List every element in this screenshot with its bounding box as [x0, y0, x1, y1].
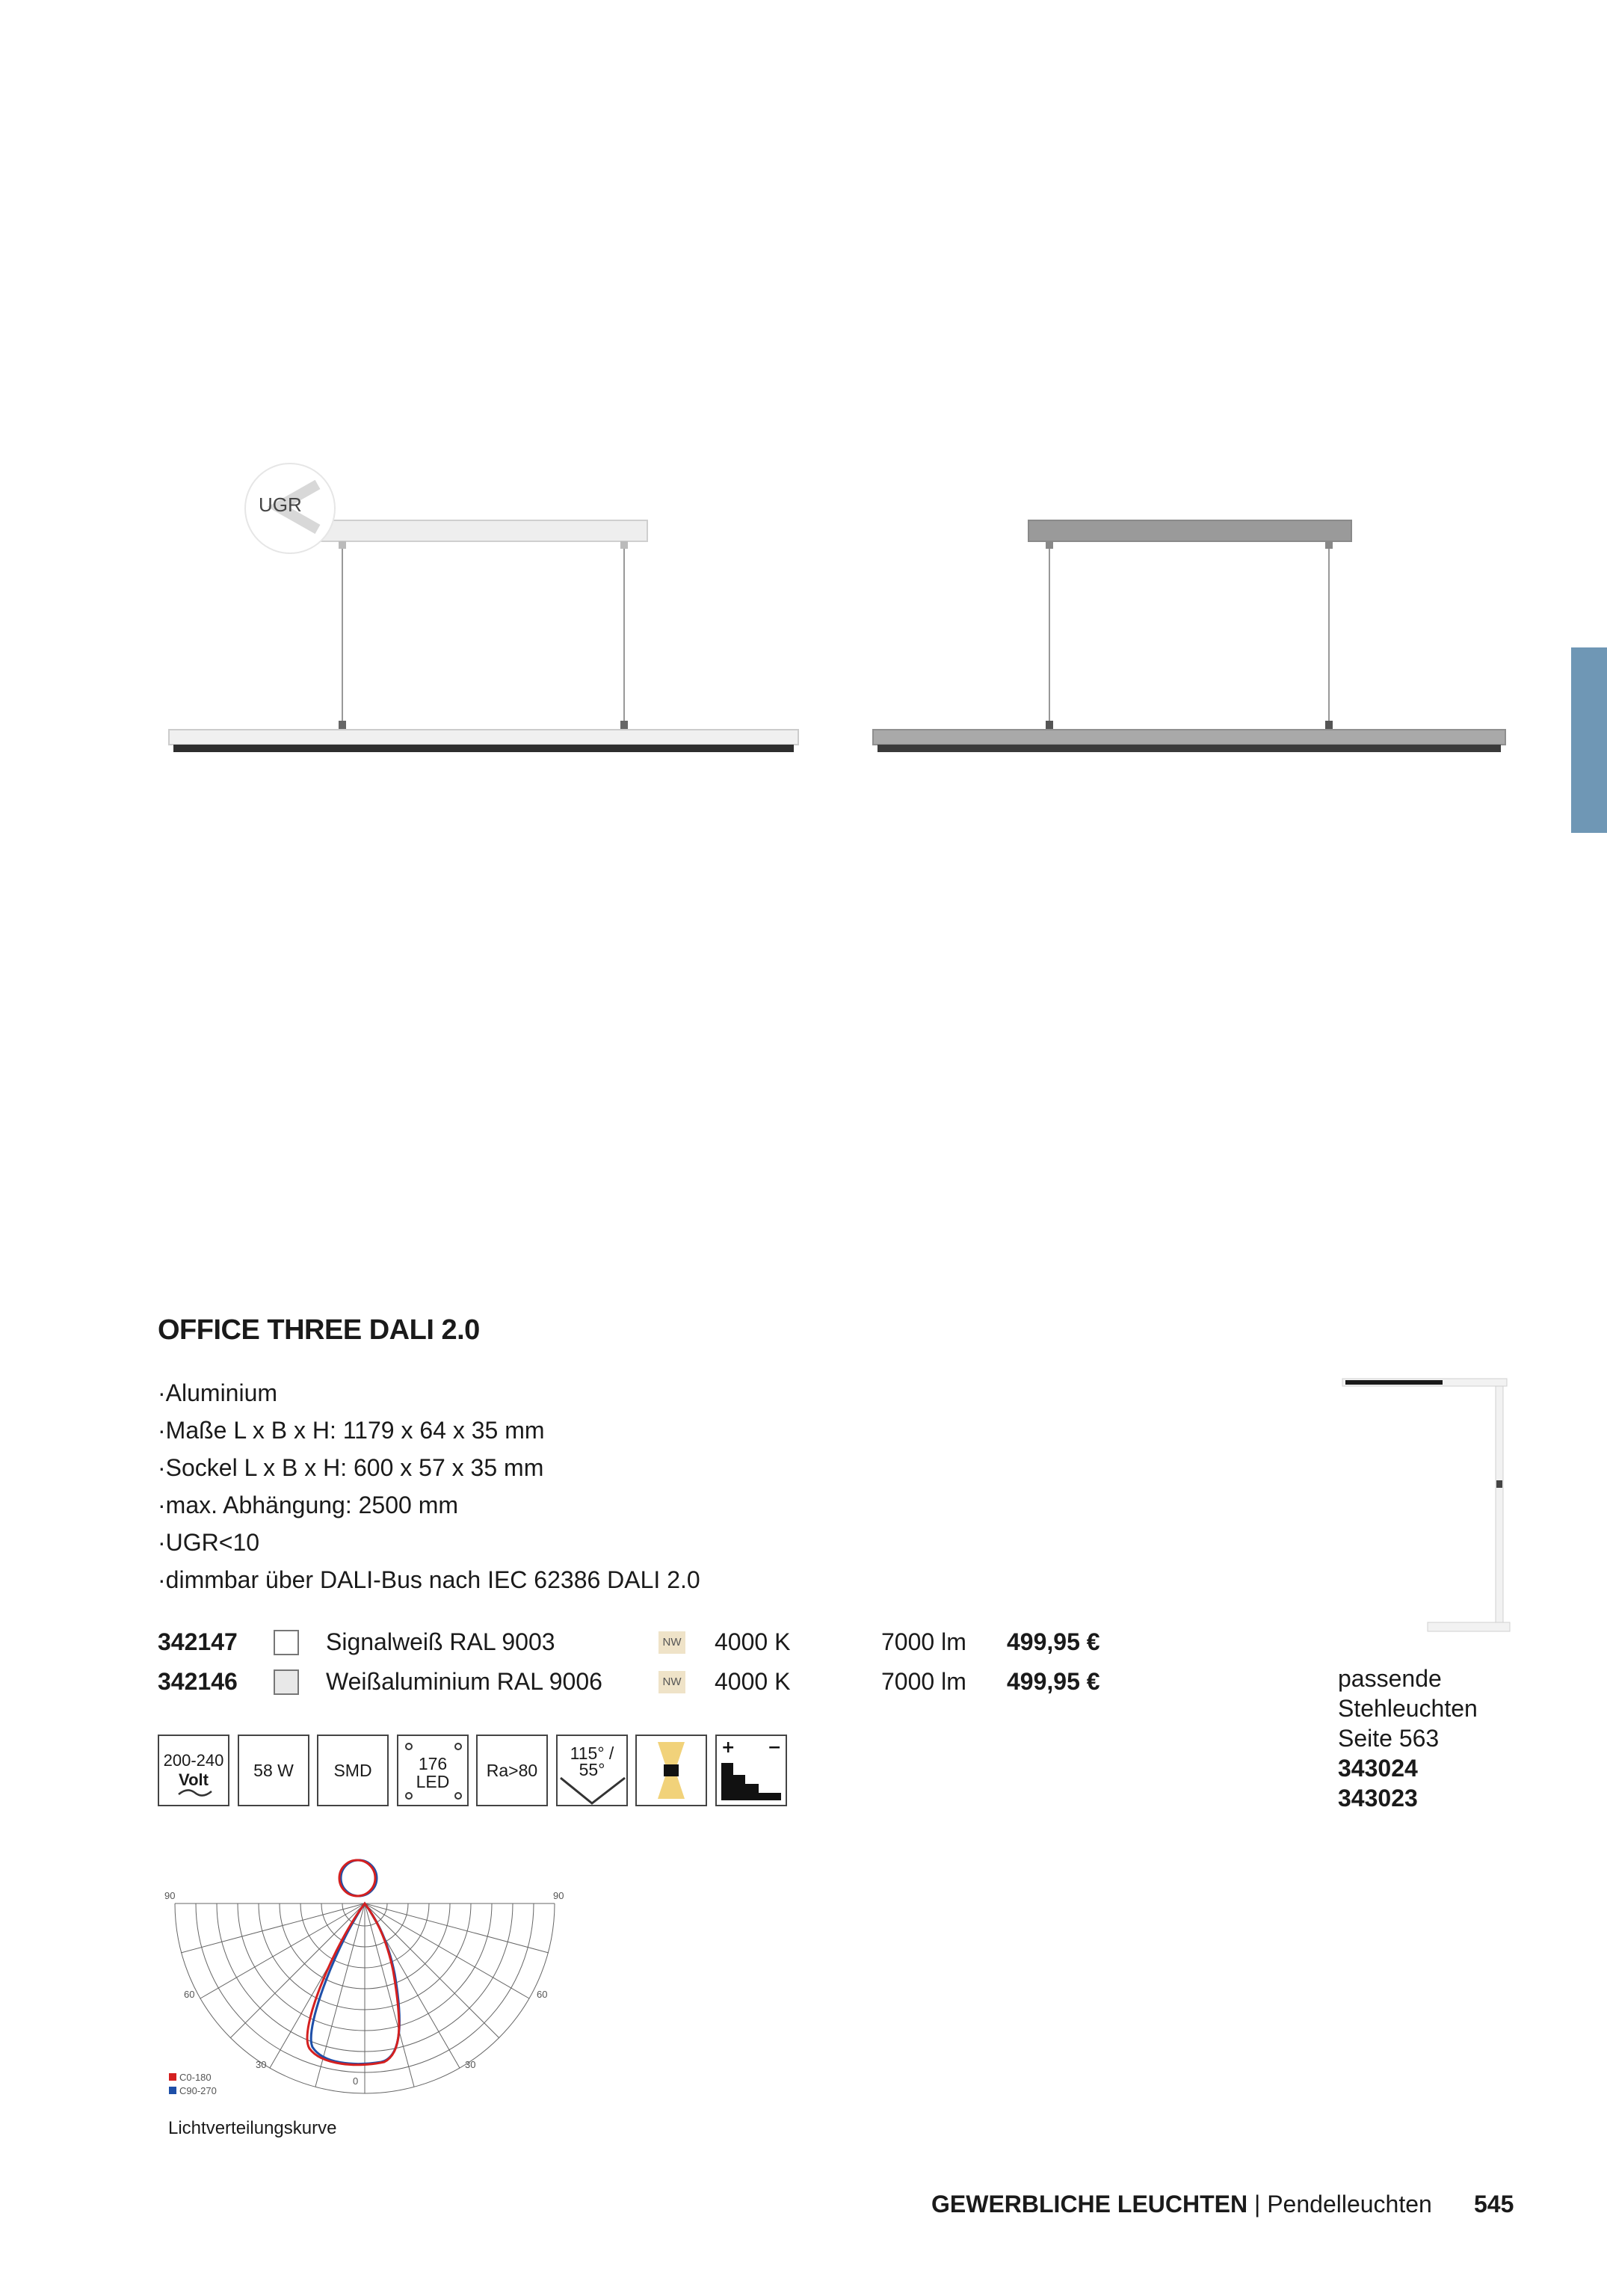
- product-title: OFFICE THREE DALI 2.0: [158, 1314, 480, 1346]
- color-temperature: 4000 K: [715, 1628, 791, 1655]
- floor-lamp-image: [1330, 1368, 1517, 1645]
- angle-label: 60: [537, 1989, 548, 2000]
- finish-label: Weißaluminium RAL 9006: [326, 1668, 602, 1695]
- product-images: [0, 0, 1607, 822]
- footer-subcategory: Pendelleuchten: [1267, 2191, 1432, 2217]
- variant-row: [158, 1622, 1129, 1661]
- related-page-ref[interactable]: Seite 563: [1338, 1725, 1440, 1752]
- ugr-badge-label: UGR: [259, 493, 302, 516]
- feature-item: · Aluminium: [158, 1374, 700, 1412]
- lamp-white-image: [169, 520, 798, 752]
- feature-list: [158, 1374, 700, 1598]
- legend-label: C0-180: [179, 2072, 212, 2083]
- voltage-range: 200-240: [163, 1751, 224, 1770]
- price: 499,95 €: [1007, 1628, 1100, 1655]
- cri-value: Ra>80: [486, 1761, 538, 1780]
- article-number: 342146: [158, 1668, 238, 1695]
- led-count-icon: [397, 1735, 469, 1806]
- chip-type: SMD: [333, 1761, 372, 1780]
- light-distribution-diagram: [157, 1847, 576, 2101]
- feature-item: · Sockel L x B x H: 600 x 57 x 35 mm: [158, 1449, 700, 1486]
- angle-label: 90: [164, 1890, 176, 1901]
- feature-item: · dimmbar über DALI-Bus nach IEC 62386 DALI 2.0: [158, 1561, 700, 1598]
- angle-label: 60: [184, 1989, 195, 2000]
- smd-icon: [317, 1735, 389, 1806]
- related-products-note: [1338, 1663, 1478, 1813]
- legend-swatch-c0: [169, 2073, 176, 2081]
- legend-label: C90-270: [179, 2085, 217, 2096]
- variant-row: [158, 1662, 1129, 1701]
- led-count: 176: [418, 1754, 448, 1773]
- angle-label: 0: [353, 2075, 359, 2087]
- beam-angle-wide: 115° /: [570, 1743, 614, 1763]
- feature-item: · Maße L x B x H: 1179 x 64 x 35 mm: [158, 1412, 700, 1449]
- lamp-aluminium-image: [873, 520, 1505, 752]
- finish-label: Signalweiß RAL 9003: [326, 1628, 555, 1655]
- angle-label: 90: [553, 1890, 564, 1901]
- legend-swatch-c90: [169, 2087, 176, 2094]
- cri-icon: [476, 1735, 548, 1806]
- light-color-tag: NW: [658, 1671, 685, 1693]
- voltage-unit: Volt: [179, 1770, 209, 1789]
- related-line: passende: [1338, 1665, 1442, 1692]
- color-temperature: 4000 K: [715, 1668, 791, 1695]
- footer-breadcrumb: [931, 2191, 1432, 2218]
- up-down-light-icon: [635, 1735, 707, 1806]
- color-swatch: [274, 1669, 299, 1695]
- svg-text:−: −: [768, 1738, 782, 1757]
- dimmable-icon: [715, 1735, 787, 1806]
- footer-category: GEWERBLICHE LEUCHTEN: [931, 2191, 1248, 2217]
- beam-angle-icon: [556, 1735, 628, 1806]
- article-number: 342147: [158, 1628, 238, 1655]
- svg-text:+: +: [721, 1738, 735, 1757]
- wattage-icon: [238, 1735, 309, 1806]
- related-article: 343023: [1338, 1785, 1418, 1812]
- feature-item: · UGR<10: [158, 1524, 700, 1561]
- price: 499,95 €: [1007, 1668, 1100, 1695]
- angle-label: 30: [465, 2059, 476, 2070]
- diagram-caption: Lichtverteilungskurve: [168, 2118, 337, 2138]
- feature-item: · max. Abhängung: 2500 mm: [158, 1486, 700, 1524]
- related-line: Stehleuchten: [1338, 1695, 1478, 1722]
- angle-label: 30: [256, 2059, 267, 2070]
- voltage-icon: [158, 1735, 229, 1806]
- led-label: LED: [416, 1772, 450, 1791]
- wattage-value: 58 W: [253, 1761, 294, 1780]
- related-article: 343024: [1338, 1755, 1418, 1782]
- light-color-tag: NW: [658, 1631, 685, 1654]
- luminous-flux: 7000 lm: [881, 1668, 966, 1695]
- color-swatch: [274, 1630, 299, 1655]
- luminous-flux: 7000 lm: [881, 1628, 966, 1655]
- beam-angle-narrow: 55°: [579, 1760, 605, 1779]
- page-number: 545: [1474, 2191, 1514, 2217]
- footer-separator: |: [1254, 2191, 1261, 2217]
